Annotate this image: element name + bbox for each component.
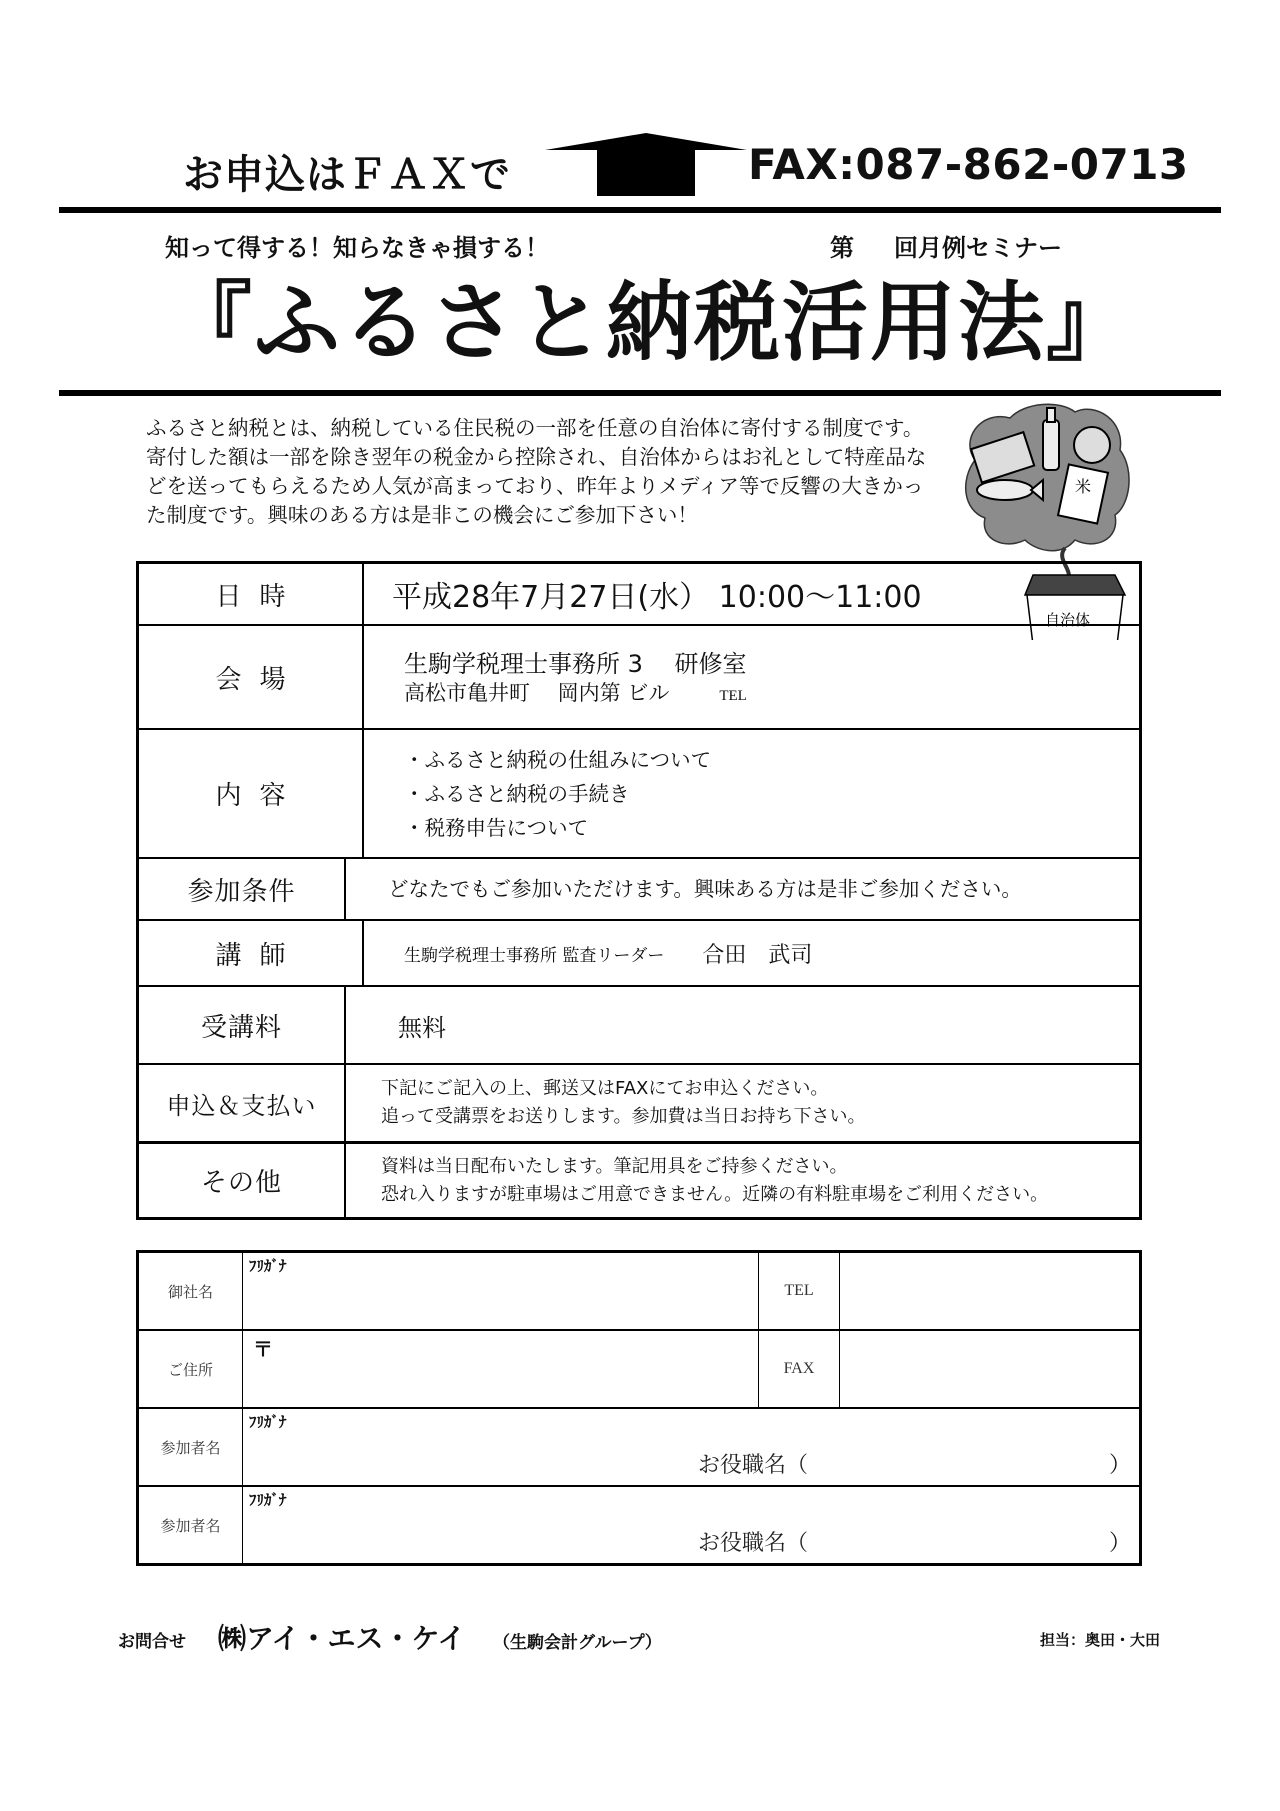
participant-label: 参加者名 xyxy=(139,1487,243,1563)
venue-line-2: 高松市亀井町 岡内第 ビル xyxy=(404,681,670,705)
furigana-label: ﾌﾘｶﾞﾅ xyxy=(249,1491,287,1509)
lecturer-affiliation: 生駒学税理士事務所 監査リーダー xyxy=(404,945,665,966)
tel-field[interactable] xyxy=(840,1253,1139,1329)
fax-input[interactable] xyxy=(850,1339,1129,1403)
venue-tel: TEL xyxy=(719,688,747,704)
info-label: その他 xyxy=(139,1144,346,1217)
application-line-1: 下記にご記入の上、郵送又はFAXにてお申込ください。 xyxy=(381,1078,829,1099)
intro-text: ふるさと納税とは、納税している住民税の一部を任意の自治体に寄付する制度です。寄付した額は一部を除き翌年の税金から控除され、自治体からはお礼として特産品などを送ってもらえるため人気が高まっており、昨年よりメディア等で反響の大きかった制度です。興味のある方は是非この機会にご参加下さい！ xyxy=(146,416,927,527)
address-field[interactable] xyxy=(243,1331,759,1407)
role-close: ） xyxy=(1108,1530,1131,1555)
other-line-1: 資料は当日配布いたします。筆記用具をご持参ください。 xyxy=(381,1155,848,1177)
fee-value: 無料 xyxy=(398,1013,446,1042)
rice-label: 米 xyxy=(1075,477,1092,496)
fax-number: FAX:087-862-0713 xyxy=(748,140,1189,189)
fax-application-lead: お申込はＦＡＸで xyxy=(183,152,511,198)
divider-top xyxy=(59,207,1221,213)
seminar-number xyxy=(830,228,1062,263)
form-row-participant-2 xyxy=(139,1485,1139,1563)
melon-icon xyxy=(1074,427,1110,463)
info-row-application xyxy=(139,1063,1139,1141)
role-close: ） xyxy=(1108,1452,1131,1477)
seminar-prefix: 第 xyxy=(830,234,854,262)
seminar-info-table xyxy=(136,561,1142,1220)
tel-label: TEL xyxy=(759,1253,840,1329)
page-title: 『ふるさと納税活用法』 xyxy=(166,273,1134,373)
address-label: ご住所 xyxy=(139,1331,243,1407)
form-row-participant-1 xyxy=(139,1407,1139,1485)
info-label: 参加条件 xyxy=(139,859,346,919)
application-line-2: 追って受講票をお送りします。参加費は当日お持ち下さい。 xyxy=(381,1106,866,1127)
info-row-lecturer xyxy=(139,919,1139,985)
participant-field[interactable] xyxy=(243,1409,1139,1485)
info-label: 講師 xyxy=(139,921,364,985)
role-label: お役職名（ xyxy=(698,1530,809,1555)
info-row-datetime xyxy=(139,564,1139,624)
catchphrase: 知って得する！知らなきゃ損する！ xyxy=(165,234,549,262)
content-item: ・税務申告について xyxy=(404,815,589,840)
datetime-value: 平成28年7月27日(水） 10:00〜11:00 xyxy=(392,580,922,615)
content-item: ・ふるさと納税の仕組みについて xyxy=(404,747,712,772)
other-line-2: 恐れ入りますが駐車場はご用意できません。近隣の有料駐車場をご利用ください。 xyxy=(381,1183,1049,1205)
furigana-label: ﾌﾘｶﾞﾅ xyxy=(249,1257,287,1275)
participant-label: 参加者名 xyxy=(139,1409,243,1485)
municipality-label: 自治体 xyxy=(1045,611,1091,629)
info-label: 受講料 xyxy=(139,987,346,1063)
eligibility-value: どなたでもご参加いただけます。興味ある方は是非ご参加ください。 xyxy=(388,877,1022,901)
info-label: 内容 xyxy=(139,730,364,857)
company-field[interactable] xyxy=(243,1253,759,1329)
seminar-suffix: 回月例セミナー xyxy=(894,234,1062,262)
address-input[interactable] xyxy=(253,1351,748,1403)
lecturer-name: 合田 武司 xyxy=(702,942,813,968)
fax-label: FAX xyxy=(759,1331,840,1407)
postal-mark: 〒 xyxy=(253,1337,273,1361)
tel-input[interactable] xyxy=(850,1261,1129,1325)
info-row-eligibility xyxy=(139,857,1139,919)
info-row-content xyxy=(139,728,1139,857)
furigana-label: ﾌﾘｶﾞﾅ xyxy=(249,1413,287,1431)
company-name: ㈱アイ・エス・ケイ xyxy=(218,1622,466,1655)
info-label: 申込＆支払い xyxy=(139,1065,346,1141)
application-form xyxy=(136,1250,1142,1566)
info-label: 日時 xyxy=(139,564,364,624)
info-row-fee xyxy=(139,985,1139,1063)
participant-field[interactable] xyxy=(243,1487,1139,1563)
info-row-venue xyxy=(139,624,1139,728)
up-arrow-icon xyxy=(540,128,752,198)
staff-contact: 担当：奥田・大田 xyxy=(1040,1631,1161,1649)
form-row-company xyxy=(139,1253,1139,1329)
divider-title xyxy=(59,390,1221,396)
fax-field[interactable] xyxy=(840,1331,1139,1407)
info-label: 会場 xyxy=(139,626,364,728)
role-label: お役職名（ xyxy=(698,1452,809,1477)
contact-lead: お問合せ xyxy=(118,1632,186,1652)
info-row-other xyxy=(139,1141,1139,1217)
group-name: （生駒会計グループ） xyxy=(493,1633,662,1653)
company-label: 御社名 xyxy=(139,1253,243,1329)
content-item: ・ふるさと納税の手続き xyxy=(404,781,630,806)
venue-line-1: 生駒学税理士事務所 3 研修室 xyxy=(404,650,747,678)
company-input[interactable] xyxy=(253,1273,748,1325)
form-row-address xyxy=(139,1329,1139,1407)
